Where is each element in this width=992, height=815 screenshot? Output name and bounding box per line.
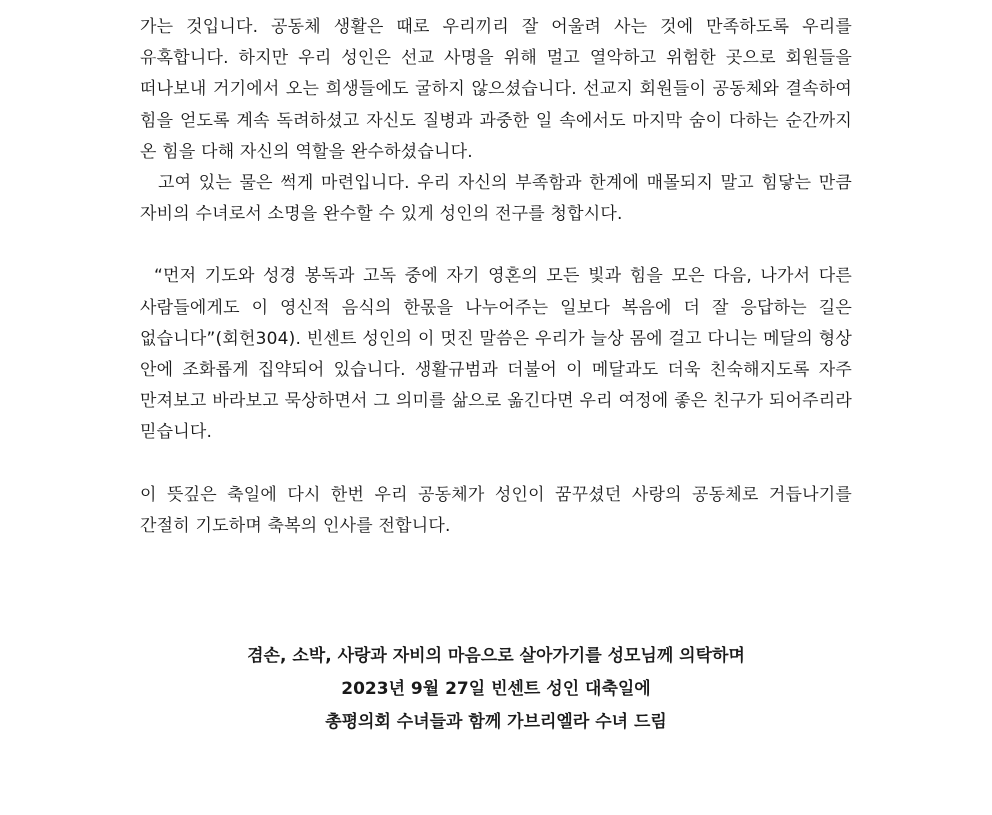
closing-entrustment: 겸손, 소박, 사랑과 자비의 마음으로 살아가기를 성모님께 의탁하며 bbox=[247, 646, 745, 666]
letter-body bbox=[140, 12, 852, 542]
paragraph-blessing: 이 뜻깊은 축일에 다시 한번 우리 공동체가 성인이 꿈꾸셨던 사랑의 공동체로 거듭나기를 간절히 기도하며 축복의 인사를 전합니다. bbox=[140, 484, 852, 536]
closing-signature-block bbox=[0, 640, 992, 739]
paragraph-community-mission: 가는 것입니다. 공동체 생활은 때로 우리끼리 잘 어울려 사는 것에 만족하도록 우리를 유혹합니다. 하지만 우리 성인은 선교 사명을 위해 멀고 열악하고 위험한 곳으로 회원들을 떠나보내 거기에서 오는 희생들에도 굴하지 않으셨습니다. 선교지 회원들이 공동체와 결속하여 힘을 얻도록 계속 독려하셨고 자신도 질병과 과중한 일 속에서도 마지막 숨이 다하는 순간까지 온 힘을 다해 자신의 역할을 완수하셨습니다. bbox=[140, 17, 852, 162]
closing-date: 2023년 9월 27일 빈센트 성인 대축일에 bbox=[341, 679, 651, 699]
closing-signature: 총평의회 수녀들과 함께 가브리엘라 수녀 드림 bbox=[325, 712, 667, 732]
paragraph-constitution-quote: “먼저 기도와 성경 봉독과 고독 중에 자기 영혼의 모든 빛과 힘을 모은 다음, 나가서 다른 사람들에게도 이 영신적 음식의 한몫을 나누어주는 일보다 복음에 더 잘 응답하는 길은 없습니다”(회헌304). 빈센트 성인의 이 멋진 말씀은 우리가 늘상 몸에 걸고 다니는 메달의 형상 안에 조화롭게 집약되어 있습니다. 생활규범과 더불어 이 메달과도 더욱 친숙해지도록 자주 만져보고 바라보고 묵상하면서 그 의미를 삶으로 옮긴다면 우리 여정에 좋은 친구가 되어주리라 믿습니다. bbox=[140, 266, 852, 443]
paragraph-stagnant-water: 고여 있는 물은 썩게 마련입니다. 우리 자신의 부족함과 한계에 매몰되지 말고 힘닿는 만큼 자비의 수녀로서 소명을 완수할 수 있게 성인의 전구를 청합시다. bbox=[140, 173, 852, 225]
paragraph-gap bbox=[140, 449, 852, 480]
paragraph-gap bbox=[140, 230, 852, 261]
